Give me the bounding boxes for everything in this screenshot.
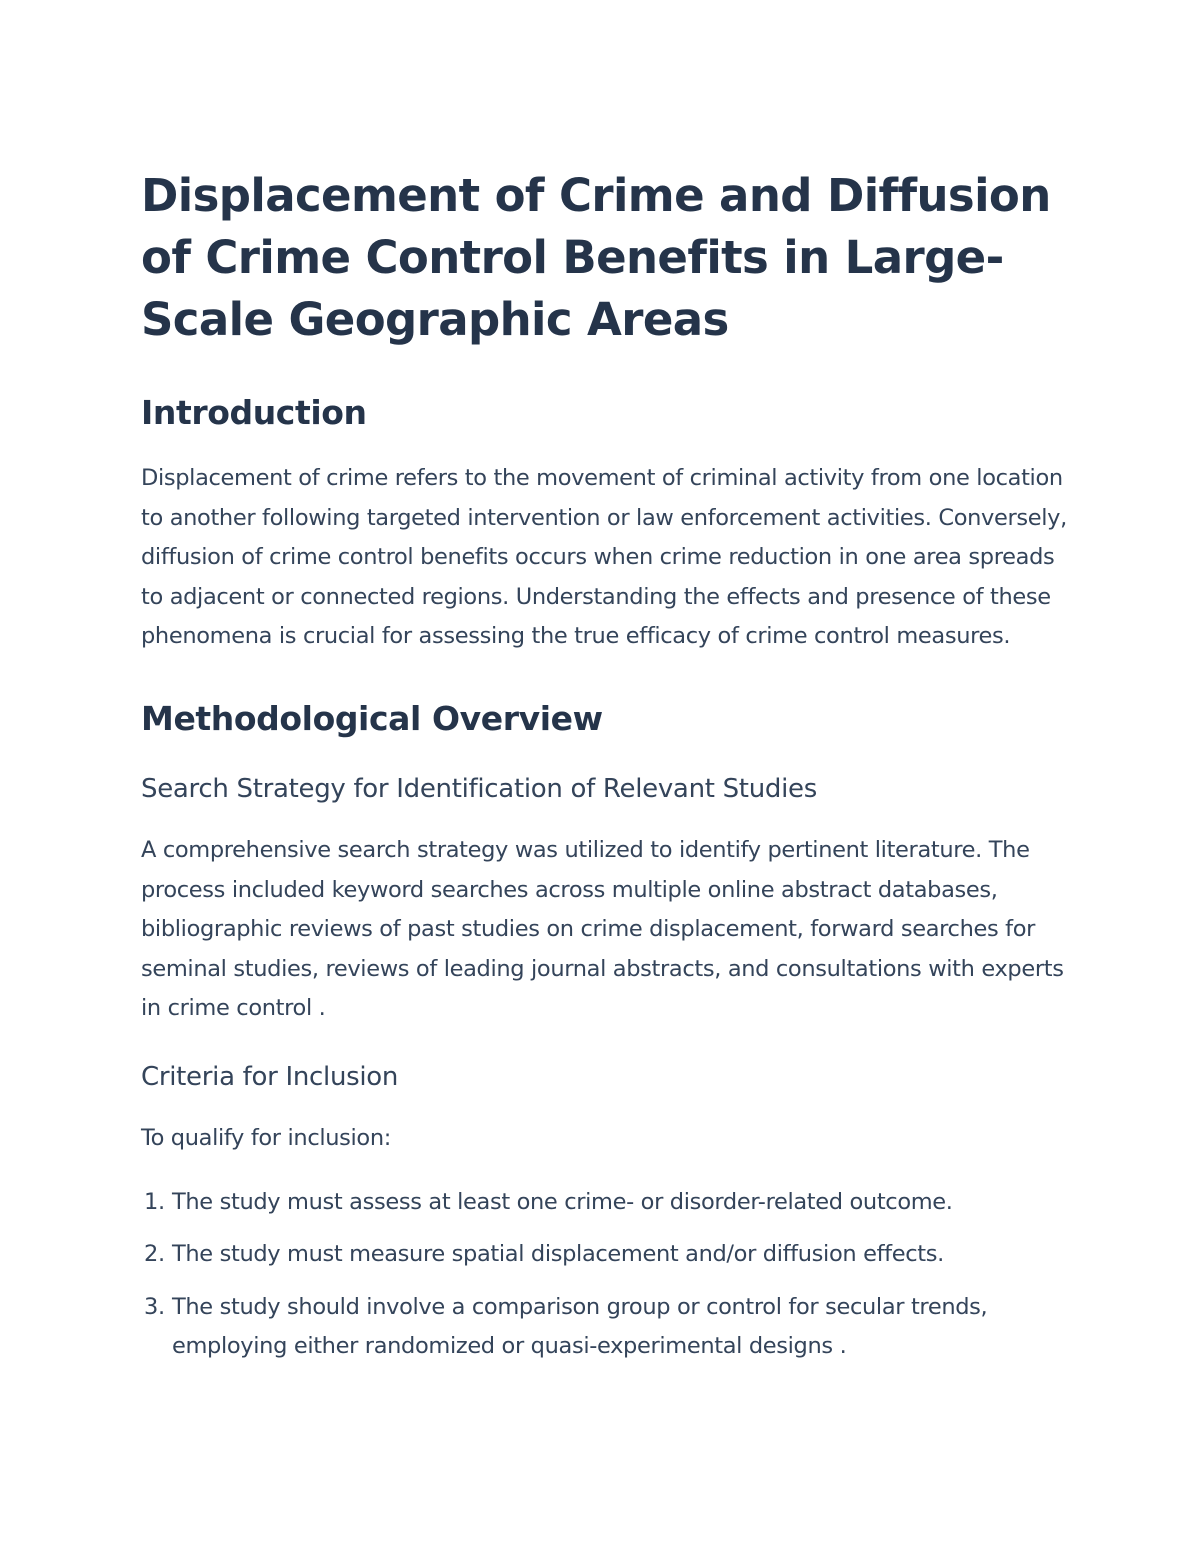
introduction-paragraph: Displacement of crime refers to the movement of criminal activity from one location to another following targeted intervention or law enforcement activities. Conversely, diffusion of crime control benefits occurs when crime reduction in one area spreads to adjacent or connected regions. Understanding the effects and presence of these phenomena is crucial for assessing the true efficacy of crime control measures. (141, 465, 1067, 650)
criteria-list (141, 1183, 1071, 1367)
subsection-heading-search-strategy: Search Strategy for Identification of Relevant Studies (141, 773, 817, 804)
list-item (141, 1288, 1071, 1367)
list-item-number: 2. (144, 1241, 165, 1268)
subsection-heading-criteria: Criteria for Inclusion (141, 1061, 399, 1092)
list-item-text: The study must assess at least one crime- or disorder-related outcome. (172, 1188, 953, 1215)
list-item-number: 3. (144, 1293, 165, 1320)
list-item (141, 1235, 1071, 1275)
search-strategy-paragraph: A comprehensive search strategy was utilized to identify pertinent literature. The process included keyword searches across multiple online abstract databases, bibliographic reviews of past studies on crime displacement, forward searches for seminal studies, reviews of leading journal abstracts, and consultations with experts in crime control . (141, 836, 1064, 1022)
list-item-number: 1. (144, 1188, 165, 1215)
list-item-text: The study should involve a comparison group or control for secular trends, employing either randomized or quasi-experimental designs . (172, 1293, 988, 1360)
section-heading-methodology: Methodological Overview (141, 698, 603, 738)
list-item-text: The study must measure spatial displacement and/or diffusion effects. (172, 1241, 944, 1268)
section-heading-introduction: Introduction (141, 393, 367, 432)
document-page (141, 165, 1071, 1380)
criteria-intro: To qualify for inclusion: (141, 1124, 391, 1151)
document-title: Displacement of Crime and Diffusion of Crime Control Benefits in Large-Scale Geographic Areas (141, 169, 1051, 346)
list-item (141, 1183, 1071, 1223)
